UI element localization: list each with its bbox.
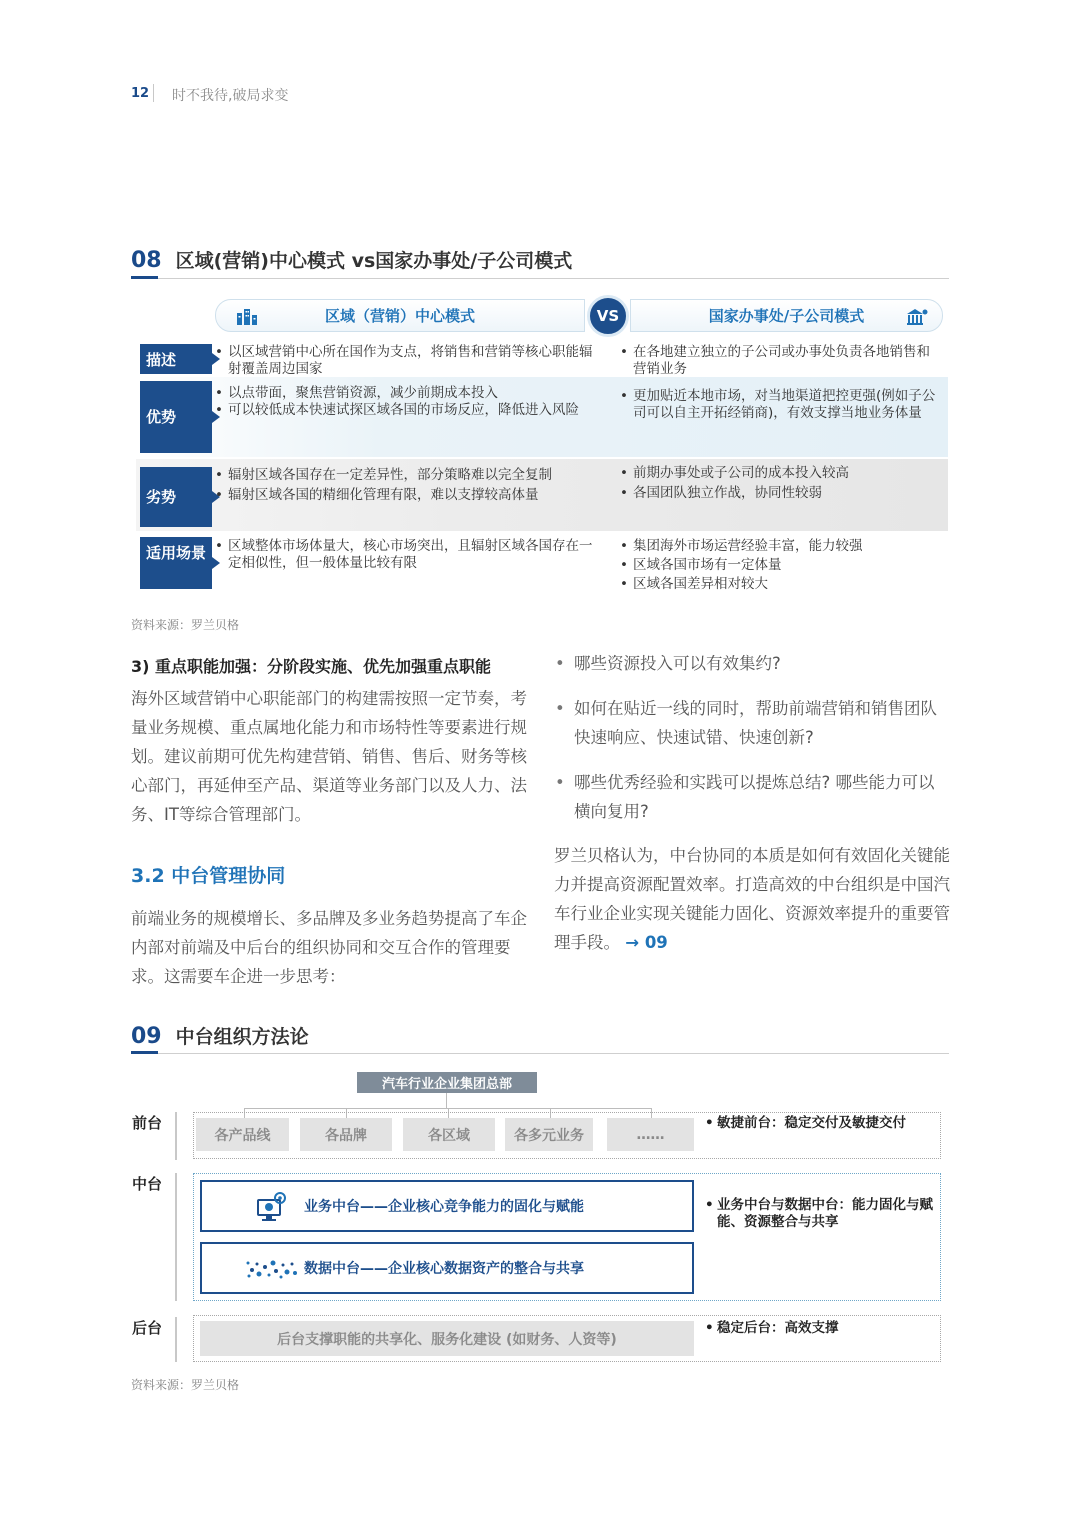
list-item: • 以区域营销中心所在国作为支点，将销售和营销等核心职能辐射覆盖周边国家 bbox=[215, 344, 597, 378]
figure-09-title: 中台组织方法论 bbox=[175, 1026, 309, 1048]
list-item: • 区域整体市场体量大，核心市场突出，且辐射区域各国存在一定相似性，但一般体量比较有限 bbox=[215, 538, 597, 572]
right-cell bbox=[620, 388, 942, 422]
tier-middle-label: 中台 bbox=[132, 1175, 163, 1193]
row-label: 优势 bbox=[140, 381, 212, 453]
building-cluster-icon bbox=[236, 308, 258, 325]
figure-09-number: 09 bbox=[131, 1024, 162, 1049]
tier-front-bar bbox=[175, 1112, 177, 1160]
paragraph-2: 前端业务的规模增长、多品牌及多业务趋势提高了车企内部对前端及中后台的组织协同和交互合作的管理要求。这需要车企进一步思考： bbox=[131, 909, 527, 986]
tier-front-label: 前台 bbox=[132, 1114, 163, 1132]
comparison-row-disadvantages bbox=[136, 459, 948, 531]
figure-09-rule bbox=[131, 1053, 949, 1054]
list-item: • 辐射区域各国存在一定差异性，部分策略难以完全复制 bbox=[215, 467, 597, 484]
list-item: • 更加贴近本地市场，对当地渠道把控更强(例如子公司可以自主开拓经销商)，有效支撑当地业务体量 bbox=[620, 388, 942, 422]
list-item: • 区域各国市场有一定体量 bbox=[620, 557, 942, 574]
figure-08-rule-accent bbox=[131, 276, 158, 279]
page-number: 12 bbox=[131, 86, 150, 101]
list-item: • 哪些资源投入可以有效集约? bbox=[554, 649, 950, 678]
front-note: • 敏捷前台：稳定交付及敏捷交付 bbox=[705, 1115, 937, 1132]
back-note: • 稳定后台：高效支撑 bbox=[705, 1320, 937, 1337]
paragraph-3 bbox=[554, 841, 951, 957]
list-item: • 如何在贴近一线的同时，帮助前端营销和销售团队快速响应、快速试错、快速创新? bbox=[554, 694, 950, 752]
question-list bbox=[554, 649, 950, 842]
list-item: • 辐射区域各国的精细化管理有限，难以支撑较高体量 bbox=[215, 487, 597, 504]
right-cell bbox=[620, 465, 942, 502]
figure-08-source: 资料来源：罗兰贝格 bbox=[131, 618, 240, 632]
figure-08-title: 区域(营销)中心模式 vs国家办事处/子公司模式 bbox=[175, 250, 573, 272]
left-model-pill bbox=[215, 299, 585, 332]
middle-note: • 业务中台与数据中台：能力固化与赋能、资源整合与共享 bbox=[705, 1197, 937, 1231]
list-item: • 集团海外市场运营经验丰富，能力较强 bbox=[620, 538, 942, 555]
list-item: • 前期办事处或子公司的成本投入较高 bbox=[620, 465, 942, 482]
left-cell bbox=[215, 344, 597, 378]
comparison-row-description bbox=[136, 340, 948, 376]
figure-09-heading bbox=[131, 1022, 309, 1049]
tier-back-label: 后台 bbox=[132, 1319, 163, 1337]
list-item: • 以点带面，聚焦营销资源，减少前期成本投入 bbox=[215, 385, 597, 402]
left-cell bbox=[215, 538, 597, 572]
data-platform-label: 数据中台——企业核心数据资产的整合与共享 bbox=[304, 1261, 584, 1277]
list-item: • 可以较低成本快速试探区域各国的市场反应，降低进入风险 bbox=[215, 402, 597, 419]
right-cell bbox=[620, 344, 942, 378]
left-model-label: 区域（营销）中心模式 bbox=[324, 307, 475, 325]
figure-09-link[interactable]: → 09 bbox=[625, 933, 668, 952]
hq-connector bbox=[446, 1093, 447, 1108]
comparison-row-advantages bbox=[136, 377, 948, 457]
front-item-more: …… bbox=[607, 1118, 694, 1151]
right-model-pill bbox=[630, 299, 943, 332]
data-middle-platform bbox=[200, 1242, 694, 1294]
business-platform-icon bbox=[255, 1191, 287, 1223]
tier-back-bar bbox=[175, 1317, 177, 1362]
front-item-brands: 各品牌 bbox=[300, 1118, 392, 1151]
government-building-icon bbox=[906, 308, 928, 325]
right-cell bbox=[620, 538, 942, 593]
back-item: 后台支撑职能的共享化、服务化建设 (如财务、人资等) bbox=[200, 1321, 694, 1356]
front-item-diversified-business: 各多元业务 bbox=[505, 1118, 593, 1151]
row-label: 劣势 bbox=[140, 467, 212, 527]
figure-09-source: 资料来源：罗兰贝格 bbox=[131, 1378, 240, 1392]
front-item-regions: 各区域 bbox=[403, 1118, 495, 1151]
paragraph-3-text: 罗兰贝格认为，中台协同的本质是如何有效固化关键能力并提高资源配置效率。打造高效的中台组织是中国汽车行业企业实现关键能力固化、资源效率提升的重要管理手段。 bbox=[554, 846, 950, 952]
hq-box: 汽车行业企业集团总部 bbox=[357, 1072, 537, 1093]
row-label: 描述 bbox=[140, 344, 212, 374]
left-cell bbox=[215, 385, 597, 419]
figure-09-rule-accent bbox=[131, 1051, 158, 1054]
row-label: 适用场景 bbox=[140, 537, 212, 589]
figure-08-heading bbox=[131, 246, 572, 273]
running-title: 时不我待,破局求变 bbox=[172, 88, 289, 104]
list-item: • 各国团队独立作战，协同性较弱 bbox=[620, 485, 942, 502]
tier-middle-bar bbox=[175, 1173, 177, 1301]
list-item: • 在各地建立独立的子公司或办事处负责各地销售和营销业务 bbox=[620, 344, 942, 378]
comparison-row-scenarios bbox=[136, 533, 948, 593]
figure-08-number: 08 bbox=[131, 248, 162, 273]
right-model-label: 国家办事处/子公司模式 bbox=[708, 307, 865, 325]
business-platform-label: 业务中台——企业核心竞争能力的固化与赋能 bbox=[304, 1199, 584, 1215]
list-item: • 区域各国差异相对较大 bbox=[620, 576, 942, 593]
sub-heading: 3) 重点职能加强：分阶段实施、优先加强重点职能 bbox=[131, 657, 492, 676]
list-item: • 哪些优秀经验和实践可以提炼总结? 哪些能力可以横向复用? bbox=[554, 768, 950, 826]
front-item-product-lines: 各产品线 bbox=[196, 1118, 289, 1151]
header-divider bbox=[153, 84, 154, 102]
vs-badge: VS bbox=[587, 295, 629, 337]
section-heading: 3.2 中台管理协同 bbox=[131, 865, 286, 887]
data-platform-icon bbox=[245, 1258, 299, 1280]
left-cell bbox=[215, 467, 597, 504]
paragraph-1: 海外区域营销中心职能部门的构建需按照一定节奏，考量业务规模、重点属地化能力和市场特性等要素进行规划。建议前期可优先构建营销、销售、售后、财务等核心部门，再延伸至产品、渠道等业务部门以及人力、法务、IT等综合管理部门。 bbox=[131, 689, 527, 824]
figure-08-rule bbox=[131, 278, 949, 279]
business-middle-platform bbox=[200, 1180, 694, 1232]
comparison-header bbox=[215, 299, 943, 332]
